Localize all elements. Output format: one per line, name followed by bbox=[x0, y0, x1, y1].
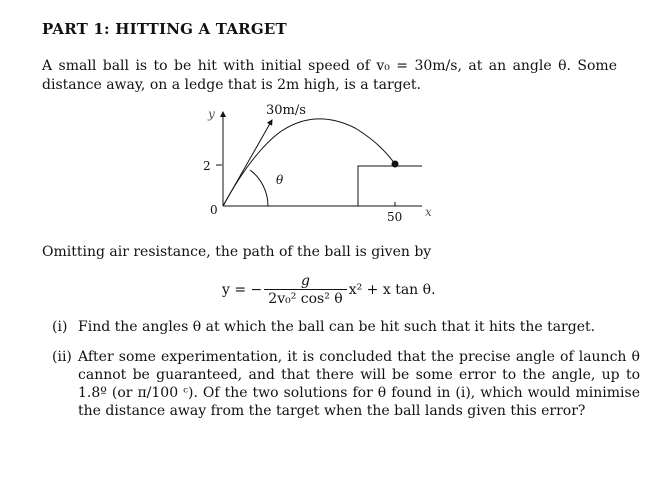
trajectory-curve bbox=[223, 119, 395, 206]
distance-tick-label: 50 bbox=[387, 210, 403, 224]
omit-paragraph: Omitting air resistance, the path of the ball is given by bbox=[42, 244, 432, 260]
formula-rest: x² + x tan θ. bbox=[348, 282, 436, 298]
trajectory-formula bbox=[222, 270, 436, 310]
x-axis-label: x bbox=[425, 205, 432, 219]
origin-label: 0 bbox=[210, 203, 218, 217]
angle-label: θ bbox=[276, 173, 284, 187]
intro-paragraph: A small ball is to be hit with initial speed of v₀ = 30m/s, at an angle θ. Some distance away, on a ledge that is 2m high, is a target. bbox=[42, 58, 617, 93]
question-label: (ii) bbox=[52, 349, 72, 365]
target-dot bbox=[392, 161, 399, 168]
trajectory-figure bbox=[190, 98, 450, 228]
formula-lhs: y = − bbox=[222, 282, 263, 298]
speed-label: 30m/s bbox=[266, 103, 306, 118]
question-label: (i) bbox=[52, 319, 68, 335]
formula-denominator: 2v₀² cos² θ bbox=[264, 289, 346, 307]
ledge bbox=[358, 166, 422, 206]
question-text: After some experimentation, it is concluded that the precise angle of launch θ cannot be guaranteed, and that there will be some error to the angle, up to 1.8º (or π/100 ᶜ). Of the two solutions for θ found in (i), which would minimise the distance away from the target when the ball lands given this error? bbox=[78, 349, 640, 419]
question-text: Find the angles θ at which the ball can be hit such that it hits the target. bbox=[78, 319, 596, 335]
formula-fraction bbox=[264, 273, 346, 307]
y-axis-label: y bbox=[208, 107, 215, 121]
height-tick-label: 2 bbox=[203, 159, 211, 173]
part-title: PART 1: HITTING A TARGET bbox=[42, 20, 287, 38]
formula-numerator: g bbox=[301, 273, 310, 289]
angle-arc bbox=[250, 170, 268, 206]
